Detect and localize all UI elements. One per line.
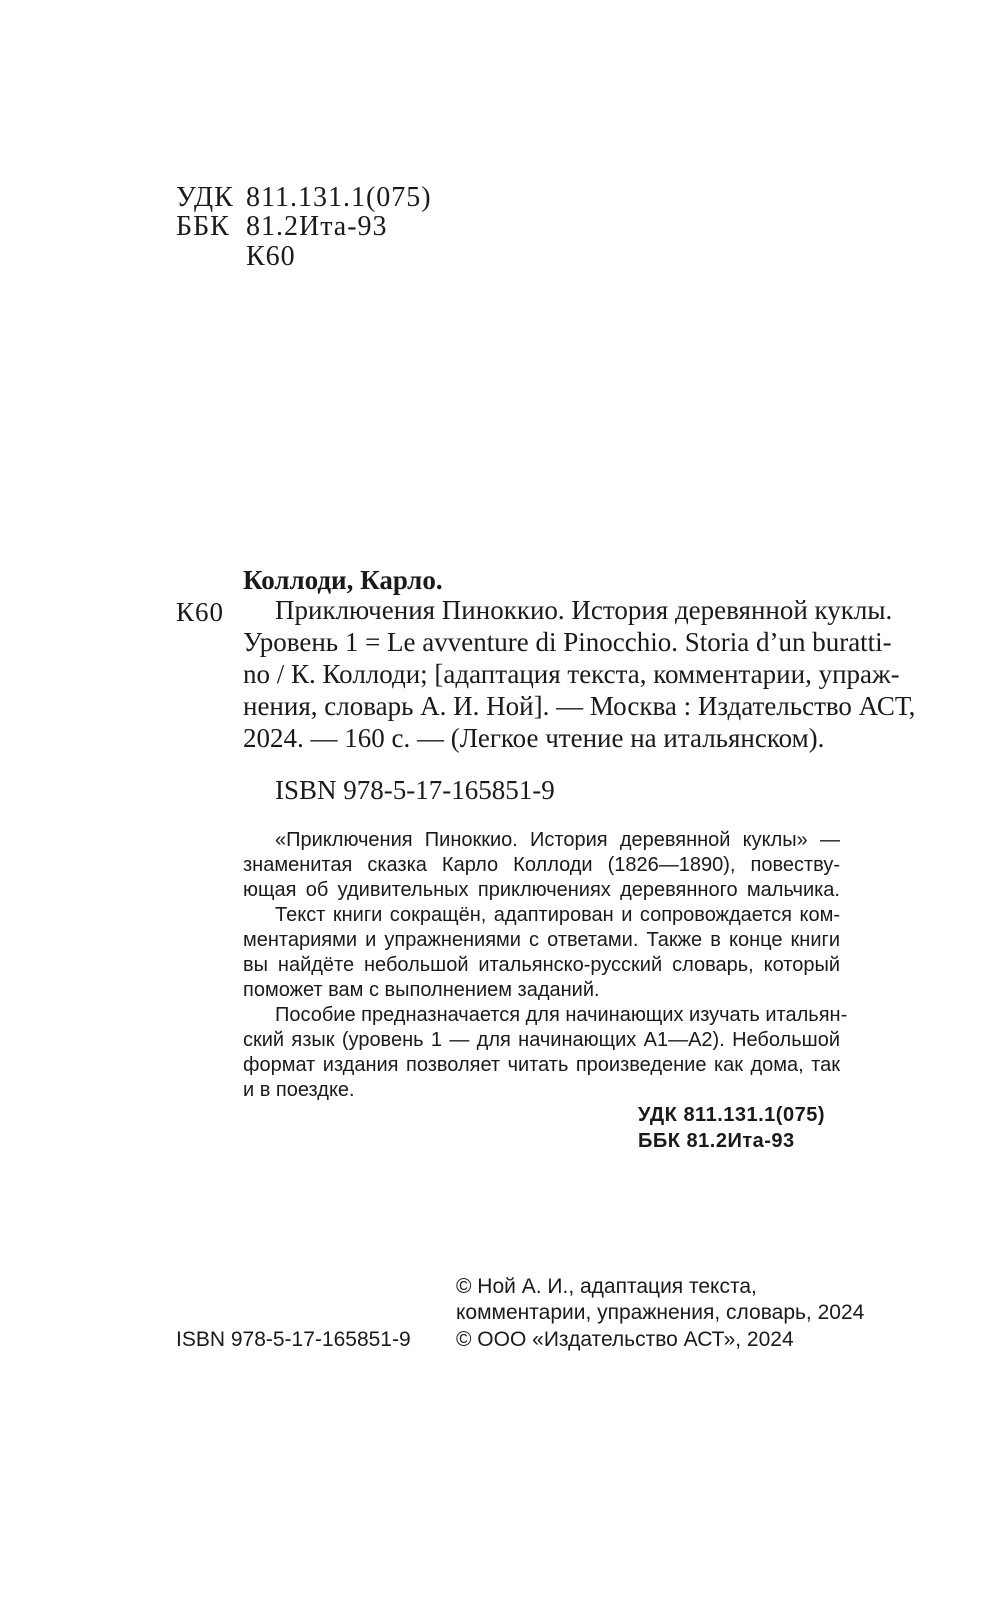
annotation-line: формат издания позволяет читать произведение как дома, так bbox=[243, 1054, 840, 1076]
card-line: Приключения Пиноккио. История деревянной куклы. bbox=[275, 595, 893, 625]
card-code: К60 bbox=[176, 597, 225, 627]
copyright-line: © Ной А. И., адаптация текста, bbox=[456, 1275, 757, 1298]
copyright-line: комментарии, упражнения, словарь, 2024 bbox=[456, 1301, 865, 1324]
annotation-line: ский язык (уровень 1 — для начинающих А1—А2). Небольшой bbox=[243, 1029, 840, 1051]
annotation-line: Пособие предназначается для начинающих изучать итальян- bbox=[275, 1004, 848, 1026]
annotation-line: поможет вам с выполнением заданий. bbox=[243, 979, 600, 1001]
udk-value: 811.131.1(075) bbox=[246, 182, 432, 213]
isbn-bottom: ISBN 978-5-17-165851-9 bbox=[176, 1328, 411, 1351]
copyright-line: © ООО «Издательство АСТ», 2024 bbox=[456, 1328, 794, 1351]
annotation-line: ментариями и упражнениями с ответами. Также в конце книги bbox=[243, 929, 840, 951]
annotation-bbk: ББК 81.2Ита-93 bbox=[638, 1130, 795, 1152]
card-line: нения, словарь А. И. Ной]. — Москва : Издательство АСТ, bbox=[243, 691, 916, 721]
author-code: К60 bbox=[246, 241, 296, 272]
annotation-line: и в поездке. bbox=[243, 1079, 355, 1101]
card-line: 2024. — 160 с. — (Легкое чтение на итальянском). bbox=[243, 723, 825, 753]
card-line: no / К. Коллоди; [адаптация текста, комментарии, упраж- bbox=[243, 659, 900, 689]
bbk-label: ББК bbox=[176, 211, 230, 242]
card-line: Уровень 1 = Le avventure di Pinocchio. Storia d’un buratti- bbox=[243, 627, 892, 657]
annotation-line: знаменитая сказка Карло Коллоди (1826—1890), повеству- bbox=[243, 854, 840, 876]
udk-label: УДК bbox=[176, 182, 234, 213]
card-author: Коллоди, Карло. bbox=[243, 565, 443, 595]
annotation-line: Текст книги сокращён, адаптирован и сопровождается ком- bbox=[275, 904, 840, 926]
annotation-udk: УДК 811.131.1(075) bbox=[638, 1104, 825, 1126]
annotation-line: ющая об удивительных приключениях деревянного мальчика. bbox=[243, 879, 840, 901]
card-isbn: ISBN 978-5-17-165851-9 bbox=[275, 775, 555, 805]
annotation-line: вы найдёте небольшой итальянско-русский словарь, который bbox=[243, 954, 840, 976]
bbk-value: 81.2Ита-93 bbox=[246, 211, 388, 242]
annotation-line: «Приключения Пиноккио. История деревянной куклы» — bbox=[275, 829, 840, 851]
